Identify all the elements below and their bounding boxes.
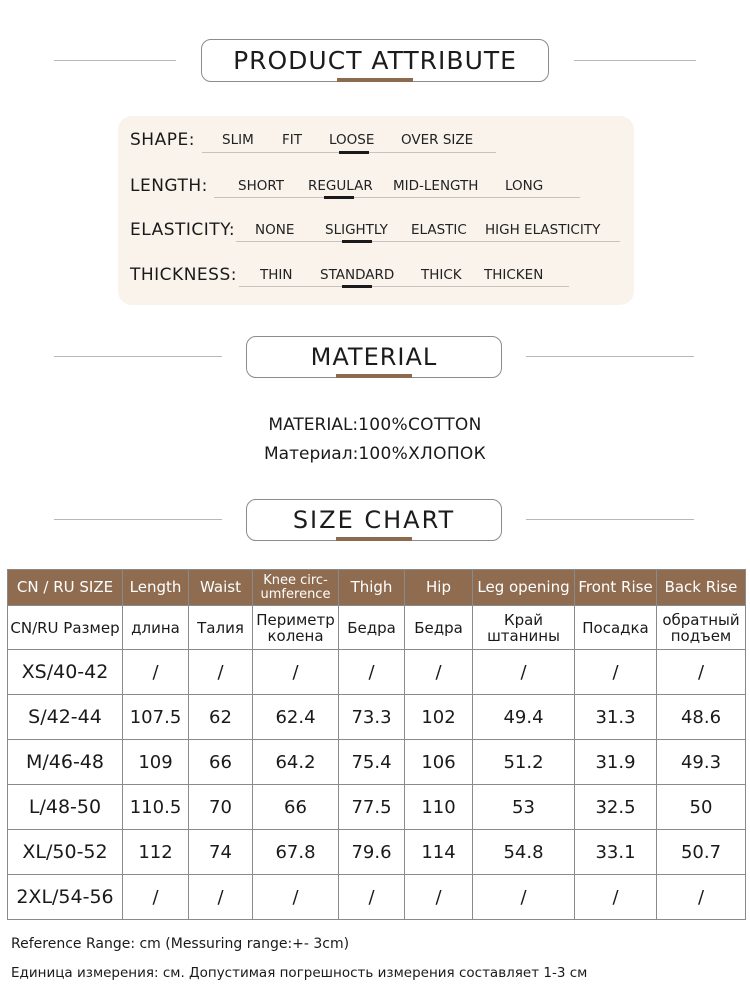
divider-line: [526, 519, 694, 520]
table-cell: 77.5: [339, 785, 405, 830]
attribute-row-length: [118, 166, 634, 206]
table-cell: /: [123, 650, 189, 695]
divider-line: [54, 356, 222, 357]
attribute-label: SHAPE:: [130, 130, 195, 150]
option-long: LONG: [505, 178, 544, 194]
table-cell: 54.8: [473, 830, 575, 875]
material-label: Материал:: [264, 444, 359, 464]
table-row: [8, 740, 746, 785]
table-subheader-row: [8, 606, 746, 650]
table-cell: /: [189, 650, 253, 695]
table-cell: /: [339, 650, 405, 695]
option-high-elasticity: HIGH ELASTICITY: [485, 222, 601, 238]
option-thicken: THICKEN: [484, 267, 544, 283]
table-cell: 74: [189, 830, 253, 875]
material-value: 100%COTTON: [358, 415, 482, 435]
attribute-label: ELASTICITY:: [130, 220, 236, 240]
table-cell: 106: [405, 740, 473, 785]
table-header-cell: Waist: [189, 570, 253, 606]
selected-marker: [324, 196, 354, 199]
option-fit: FIT: [282, 132, 302, 148]
table-cell: M/46-48: [8, 740, 123, 785]
table-cell: 31.3: [575, 695, 657, 740]
table-cell: 73.3: [339, 695, 405, 740]
table-cell: 53: [473, 785, 575, 830]
option-none: NONE: [255, 222, 295, 238]
table-cell: 67.8: [253, 830, 339, 875]
table-cell: /: [123, 875, 189, 920]
material-value: 100%ХЛОПОК: [358, 444, 486, 464]
table-cell: 110: [405, 785, 473, 830]
reference-note-en: Reference Range: cm (Messuring range:+- 3cm): [11, 936, 350, 952]
selected-marker: [342, 285, 372, 288]
attribute-underline: [239, 286, 569, 287]
option-regular: REGULAR: [308, 178, 373, 194]
table-header-cell: Hip: [405, 570, 473, 606]
table-cell: 66: [189, 740, 253, 785]
attribute-label: LENGTH:: [130, 176, 208, 196]
attribute-underline: [214, 197, 580, 198]
table-cell: /: [253, 650, 339, 695]
title-accent-bar: [336, 374, 412, 378]
section-title-material: MATERIAL: [246, 336, 502, 378]
option-slightly: SLIGHTLY: [325, 222, 388, 238]
table-cell: /: [657, 650, 746, 695]
table-cell: 50.7: [657, 830, 746, 875]
table-subheader-cell: Край штанины: [473, 606, 575, 650]
table-subheader-cell: Посадка: [575, 606, 657, 650]
table-cell: 31.9: [575, 740, 657, 785]
table-cell: 79.6: [339, 830, 405, 875]
table-cell: /: [575, 650, 657, 695]
divider-line: [526, 356, 694, 357]
table-cell: 75.4: [339, 740, 405, 785]
table-cell: 109: [123, 740, 189, 785]
selected-marker: [342, 240, 372, 243]
table-row: [8, 875, 746, 920]
table-cell: /: [189, 875, 253, 920]
table-cell: XL/50-52: [8, 830, 123, 875]
table-cell: /: [657, 875, 746, 920]
table-cell: 50: [657, 785, 746, 830]
table-header-cell: Knee circ-umference: [253, 570, 339, 606]
table-cell: /: [575, 875, 657, 920]
material-line-en: [0, 415, 750, 435]
attribute-panel: [118, 116, 634, 305]
table-header-cell: Front Rise: [575, 570, 657, 606]
table-header-row: [8, 570, 746, 606]
table-cell: 2XL/54-56: [8, 875, 123, 920]
table-subheader-cell: Талия: [189, 606, 253, 650]
option-mid-length: MID-LENGTH: [393, 178, 479, 194]
table-cell: 114: [405, 830, 473, 875]
table-cell: 49.3: [657, 740, 746, 785]
table-cell: 33.1: [575, 830, 657, 875]
table-cell: 49.4: [473, 695, 575, 740]
attribute-underline: [236, 241, 620, 242]
table-header-cell: CN / RU SIZE: [8, 570, 123, 606]
table-cell: 64.2: [253, 740, 339, 785]
size-chart-table: [7, 569, 746, 920]
table-cell: /: [253, 875, 339, 920]
table-cell: 48.6: [657, 695, 746, 740]
table-cell: 66: [253, 785, 339, 830]
table-cell: 62: [189, 695, 253, 740]
table-cell: 51.2: [473, 740, 575, 785]
divider-line: [54, 519, 222, 520]
table-cell: 107.5: [123, 695, 189, 740]
option-over-size: OVER SIZE: [401, 132, 474, 148]
divider-line: [54, 60, 176, 61]
attribute-row-shape: [118, 120, 634, 160]
table-header-cell: Leg opening: [473, 570, 575, 606]
reference-note-ru: Единица измерения: см. Допустимая погрешность измерения составляет 1-3 см: [11, 965, 588, 981]
option-short: SHORT: [238, 178, 284, 194]
title-accent-bar: [336, 537, 412, 541]
option-thin: THIN: [260, 267, 293, 283]
table-subheader-cell: CN/RU Размер: [8, 606, 123, 650]
divider-line: [574, 60, 696, 61]
table-cell: L/48-50: [8, 785, 123, 830]
table-cell: XS/40-42: [8, 650, 123, 695]
table-header-cell: Thigh: [339, 570, 405, 606]
selected-marker: [339, 151, 369, 154]
option-standard: STANDARD: [320, 267, 395, 283]
section-title-size-chart: SIZE CHART: [246, 499, 502, 541]
table-row: [8, 695, 746, 740]
table-cell: /: [339, 875, 405, 920]
table-cell: 32.5: [575, 785, 657, 830]
option-elastic: ELASTIC: [411, 222, 467, 238]
table-cell: S/42-44: [8, 695, 123, 740]
table-cell: 70: [189, 785, 253, 830]
table-cell: 102: [405, 695, 473, 740]
option-slim: SLIM: [222, 132, 254, 148]
table-subheader-cell: обратный подъем: [657, 606, 746, 650]
title-accent-bar: [337, 78, 413, 82]
table-subheader-cell: Бедра: [339, 606, 405, 650]
table-cell: 62.4: [253, 695, 339, 740]
table-row: [8, 830, 746, 875]
attribute-label: THICKNESS:: [130, 265, 237, 285]
table-header-cell: Back Rise: [657, 570, 746, 606]
option-loose: LOOSE: [329, 132, 375, 148]
attribute-row-thickness: [118, 255, 634, 295]
table-cell: /: [405, 650, 473, 695]
table-cell: /: [473, 650, 575, 695]
table-subheader-cell: Периметр колена: [253, 606, 339, 650]
material-label: MATERIAL:: [268, 415, 359, 435]
section-title-attribute: PRODUCT ATTRIBUTE: [201, 39, 549, 82]
table-subheader-cell: длина: [123, 606, 189, 650]
table-subheader-cell: Бедра: [405, 606, 473, 650]
material-line-ru: [0, 444, 750, 464]
table-header-cell: Length: [123, 570, 189, 606]
attribute-row-elasticity: [118, 210, 634, 250]
table-row: [8, 650, 746, 695]
table-cell: /: [473, 875, 575, 920]
table-cell: 112: [123, 830, 189, 875]
table-row: [8, 785, 746, 830]
option-thick: THICK: [421, 267, 462, 283]
table-cell: 110.5: [123, 785, 189, 830]
table-cell: /: [405, 875, 473, 920]
